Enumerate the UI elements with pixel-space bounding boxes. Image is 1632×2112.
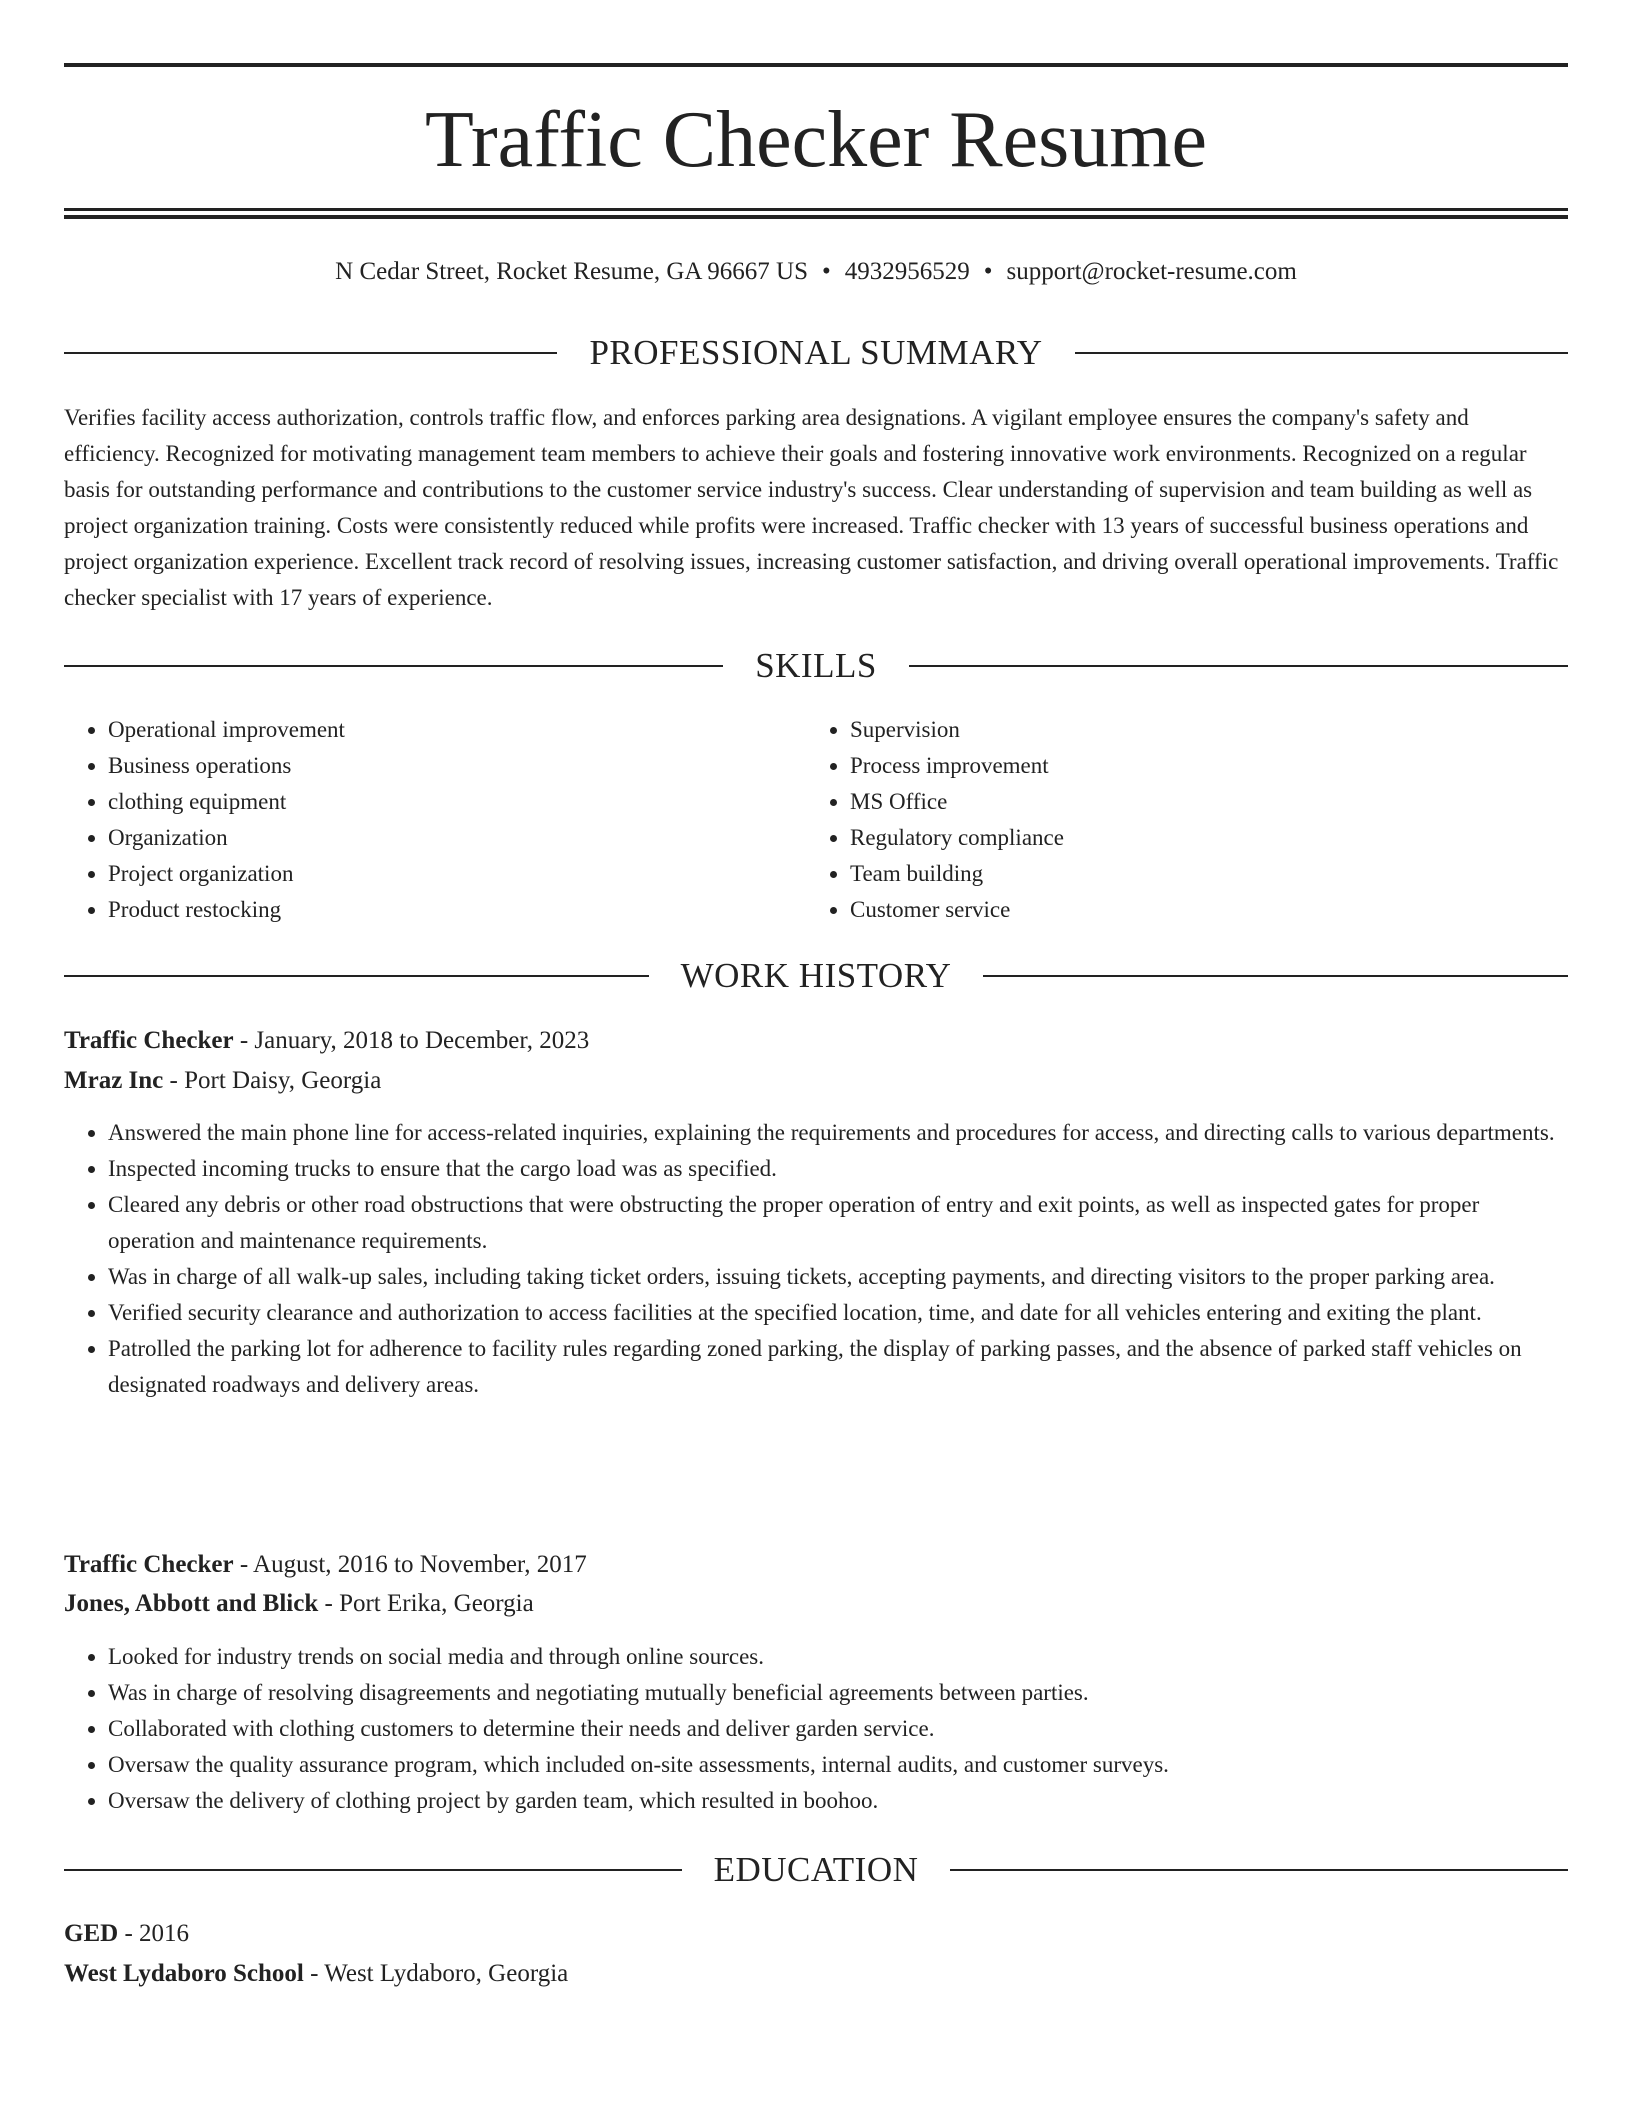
contact-separator: •: [822, 258, 831, 285]
skill-item: • Supervision: [850, 712, 1548, 748]
summary-text: Verifies facility access authorization, controls traffic flow, and enforces parking area designations. A vigilant employee ensures the company's safety and efficiency. Recognized for motivating management team members to achieve their goals and fostering innovative work environments. Recognized on a regular basis for outstanding performance and contributions to the customer service industry's success. Clear understanding of supervision and team building as well as project organization training. Costs were consistently reduced while profits were increased. Traffic checker with 13 years of successful business operations and project organization experience. Excellent track record of resolving issues, increasing customer satisfaction, and driving overall operational improvements. Traffic checker specialist with 17 years of experience.: [64, 405, 1559, 610]
job-2-title: Traffic Checker: [64, 1551, 234, 1578]
heading-rule-left: [64, 352, 557, 354]
skill-item: • Project organization: [108, 856, 806, 892]
skill-item: • Regulatory compliance: [850, 820, 1548, 856]
duty-item: • Answered the main phone line for access-related inquiries, explaining the requirements and procedures for access, and directing calls to various departments.: [108, 1115, 1568, 1151]
education-school-line: [64, 1954, 1568, 1994]
job-2-duties: [64, 1639, 1568, 1819]
job-2-dates: - August, 2016 to November, 2017: [233, 1551, 587, 1578]
heading-rule-left: [64, 975, 649, 977]
job-1-company-line: [64, 1061, 1568, 1101]
duty-item: • Looked for industry trends on social media and through online sources.: [108, 1639, 1568, 1675]
duty-item: • Inspected incoming trucks to ensure that the cargo load was as specified.: [108, 1151, 1568, 1187]
contact-separator: •: [983, 258, 993, 285]
job-1-title-line: [64, 1021, 1568, 1061]
summary-heading-label: PROFESSIONAL SUMMARY: [589, 333, 1043, 372]
contact-phone: 4932956529: [844, 258, 970, 285]
education-heading-label: EDUCATION: [713, 1850, 919, 1889]
job-2-location: - Port Erika, Georgia: [318, 1590, 534, 1617]
duty-item: • Patrolled the parking lot for adherence to facility rules regarding zoned parking, the display of parking passes, and the absence of parked staff vehicles on designated roadways and delivery areas.: [108, 1331, 1568, 1403]
skill-item: • Organization: [108, 820, 806, 856]
duty-item: • Was in charge of resolving disagreements and negotiating mutually beneficial agreements between parties.: [108, 1675, 1568, 1711]
heading-rule-right: [983, 975, 1568, 977]
education-year: - 2016: [118, 1920, 190, 1947]
skill-item: • Customer service: [850, 892, 1548, 928]
skill-item: • MS Office: [850, 784, 1548, 820]
skills-column-right: [806, 712, 1548, 928]
work-heading-label: WORK HISTORY: [680, 956, 952, 995]
contact-line: [64, 254, 1568, 290]
skill-item: • Operational improvement: [108, 712, 806, 748]
resume-title: Traffic Checker Resume: [424, 96, 1208, 184]
skill-item: • Product restocking: [108, 892, 806, 928]
skills-list: [64, 712, 1568, 928]
header-bottom-rule-upper: [64, 208, 1568, 211]
skill-item: • clothing equipment: [108, 784, 806, 820]
education-location: - West Lydaboro, Georgia: [303, 1960, 569, 1987]
skills-heading: [64, 646, 1568, 686]
duty-item: • Verified security clearance and authorization to access facilities at the specified location, time, and date for all vehicles entering and exiting the plant.: [108, 1295, 1568, 1331]
work-heading: [64, 956, 1568, 996]
job-1-duties: [64, 1115, 1568, 1403]
heading-rule-right: [909, 665, 1568, 667]
header-top-rule: [64, 63, 1568, 67]
skills-column-left: [64, 712, 806, 928]
education-heading: [64, 1850, 1568, 1890]
skill-item: • Team building: [850, 856, 1548, 892]
job-1-company: Mraz Inc: [64, 1067, 164, 1094]
summary-heading: [64, 333, 1568, 373]
education-degree-line: [64, 1914, 1568, 1954]
duty-item: • Collaborated with clothing customers to determine their needs and deliver garden service.: [108, 1711, 1568, 1747]
job-1-dates: - January, 2018 to December, 2023: [233, 1027, 590, 1054]
duty-item: • Cleared any debris or other road obstructions that were obstructing the proper operation of entry and exit points, as well as inspected gates for proper operation and maintenance requirements.: [108, 1187, 1568, 1259]
duty-item: • Oversaw the delivery of clothing project by garden team, which resulted in boohoo.: [108, 1783, 1568, 1819]
job-1-location: - Port Daisy, Georgia: [163, 1067, 382, 1094]
education-degree: GED: [64, 1920, 119, 1947]
job-1-title: Traffic Checker: [64, 1027, 234, 1054]
header-bottom-rule-lower: [64, 215, 1568, 219]
heading-rule-left: [64, 665, 723, 667]
heading-rule-left: [64, 1869, 682, 1871]
job-2-title-line: [64, 1545, 1568, 1585]
heading-rule-right: [950, 1869, 1568, 1871]
skills-heading-label: SKILLS: [755, 646, 877, 685]
heading-rule-right: [1075, 352, 1568, 354]
duty-item: • Was in charge of all walk-up sales, including taking ticket orders, issuing tickets, accepting payments, and directing visitors to the proper parking area.: [108, 1259, 1568, 1295]
job-2-company-line: [64, 1584, 1568, 1624]
education-school: West Lydaboro School: [64, 1960, 304, 1987]
job-2-company: Jones, Abbott and Blick: [64, 1590, 319, 1617]
contact-email: support@rocket-resume.com: [1006, 258, 1297, 285]
skill-item: • Process improvement: [850, 748, 1548, 784]
duty-item: • Oversaw the quality assurance program, which included on-site assessments, internal audits, and customer surveys.: [108, 1747, 1568, 1783]
contact-address: N Cedar Street, Rocket Resume, GA 96667 US: [335, 258, 809, 285]
skill-item: • Business operations: [108, 748, 806, 784]
